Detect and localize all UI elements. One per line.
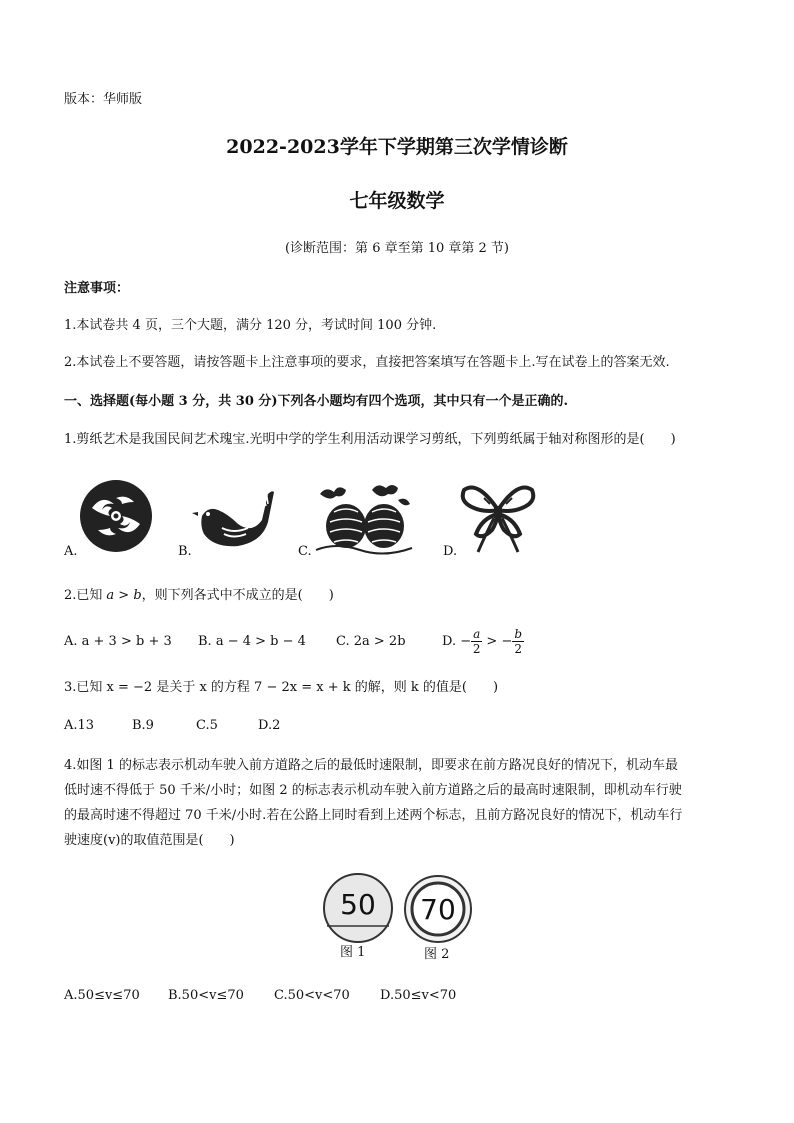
- q4-stem-line-3: 的最高时速不得超过 70 千米/小时.若在公路上同时看到上述两个标志，且前方路况良好的情况下，机动车行: [64, 808, 683, 823]
- q2-option-a: A. a + 3 > b + 3: [64, 634, 172, 649]
- min-speed-value: 50: [340, 888, 376, 921]
- q2-option-c: C. 2a > 2b: [336, 634, 406, 649]
- q1-option-b-label: B.: [178, 544, 192, 559]
- q3-option-a: A.13: [64, 718, 95, 733]
- version-label: 版本：华师版: [64, 92, 143, 107]
- exam-scope: (诊断范围：第 6 章至第 10 章第 2 节): [284, 241, 510, 256]
- q4-stem-line-2: 低时速不得低于 50 千米/小时；如图 2 的标志表示机动车驶入前方道路之后的最高时速限制，即机动车行驶: [64, 783, 682, 798]
- exam-subtitle: 七年级数学: [349, 190, 445, 212]
- q3-option-d: D.2: [258, 718, 281, 733]
- q4-stem-line-4: 驶速度(v)的取值范围是( ): [64, 833, 235, 848]
- max-speed-sign: [403, 874, 473, 944]
- papercut-c-image: [312, 480, 416, 556]
- q4-option-a: A.50≤v≤70: [64, 988, 140, 1003]
- fig-1-caption: 图 1: [340, 945, 366, 960]
- max-speed-value: 70: [420, 893, 456, 926]
- papercut-a-image: [78, 478, 154, 554]
- note-item-2: 2.本试卷上不要答题，请按答题卡上注意事项的要求，直接把答案填写在答题卡上.写在试卷上的答案无效.: [64, 355, 670, 370]
- notes-heading: 注意事项：: [64, 281, 130, 296]
- q1-stem: 1.剪纸艺术是我国民间艺术瑰宝.光明中学的学生利用活动课学习剪纸，下列剪纸属于轴对称图形的是( ): [64, 432, 676, 447]
- fig-2-caption: 图 2: [424, 947, 450, 962]
- q4-stem-line-1: 4.如图 1 的标志表示机动车驶入前方道路之后的最低时速限制，即要求在前方路况良好的情况下，机动车最: [64, 758, 678, 773]
- q3-option-b: B.9: [132, 718, 154, 733]
- section-1-heading: 一、选择题(每小题 3 分，共 30 分)下列各小题均有四个选项，其中只有一个是正确的.: [64, 394, 569, 409]
- q1-option-c-label: C.: [298, 544, 312, 559]
- q1-option-d-label: D.: [443, 544, 458, 559]
- q4-option-c: C.50<v<70: [274, 988, 350, 1003]
- papercut-b-image: [192, 482, 276, 554]
- q3-stem: 3.已知 x = −2 是关于 x 的方程 7 − 2x = x + k 的解，则 k 的值是( ): [64, 680, 499, 695]
- q2-option-b: B. a − 4 > b − 4: [198, 634, 306, 649]
- q4-option-b: B.50<v≤70: [168, 988, 244, 1003]
- q2-option-d: D. − $\frac{a}{2}$ > − $\frac{b}{2}$: [442, 627, 523, 656]
- fraction-b-over-2: $\frac{b}{2}$: [514, 627, 523, 656]
- q2-stem: 2.已知 a > b，则下列各式中不成立的是( ): [64, 588, 334, 603]
- q4-option-d: D.50≤v<70: [380, 988, 457, 1003]
- note-item-1: 1.本试卷共 4 页，三个大题，满分 120 分，考试时间 100 分钟.: [64, 318, 437, 333]
- min-speed-sign: [322, 872, 394, 944]
- q1-option-a-label: A.: [64, 544, 78, 559]
- exam-title: 2022-2023学年下学期第三次学情诊断: [226, 136, 568, 158]
- q3-option-c: C.5: [196, 718, 218, 733]
- papercut-d-image: [458, 478, 538, 556]
- fraction-a-over-2: $\frac{a}{2}$: [472, 627, 481, 656]
